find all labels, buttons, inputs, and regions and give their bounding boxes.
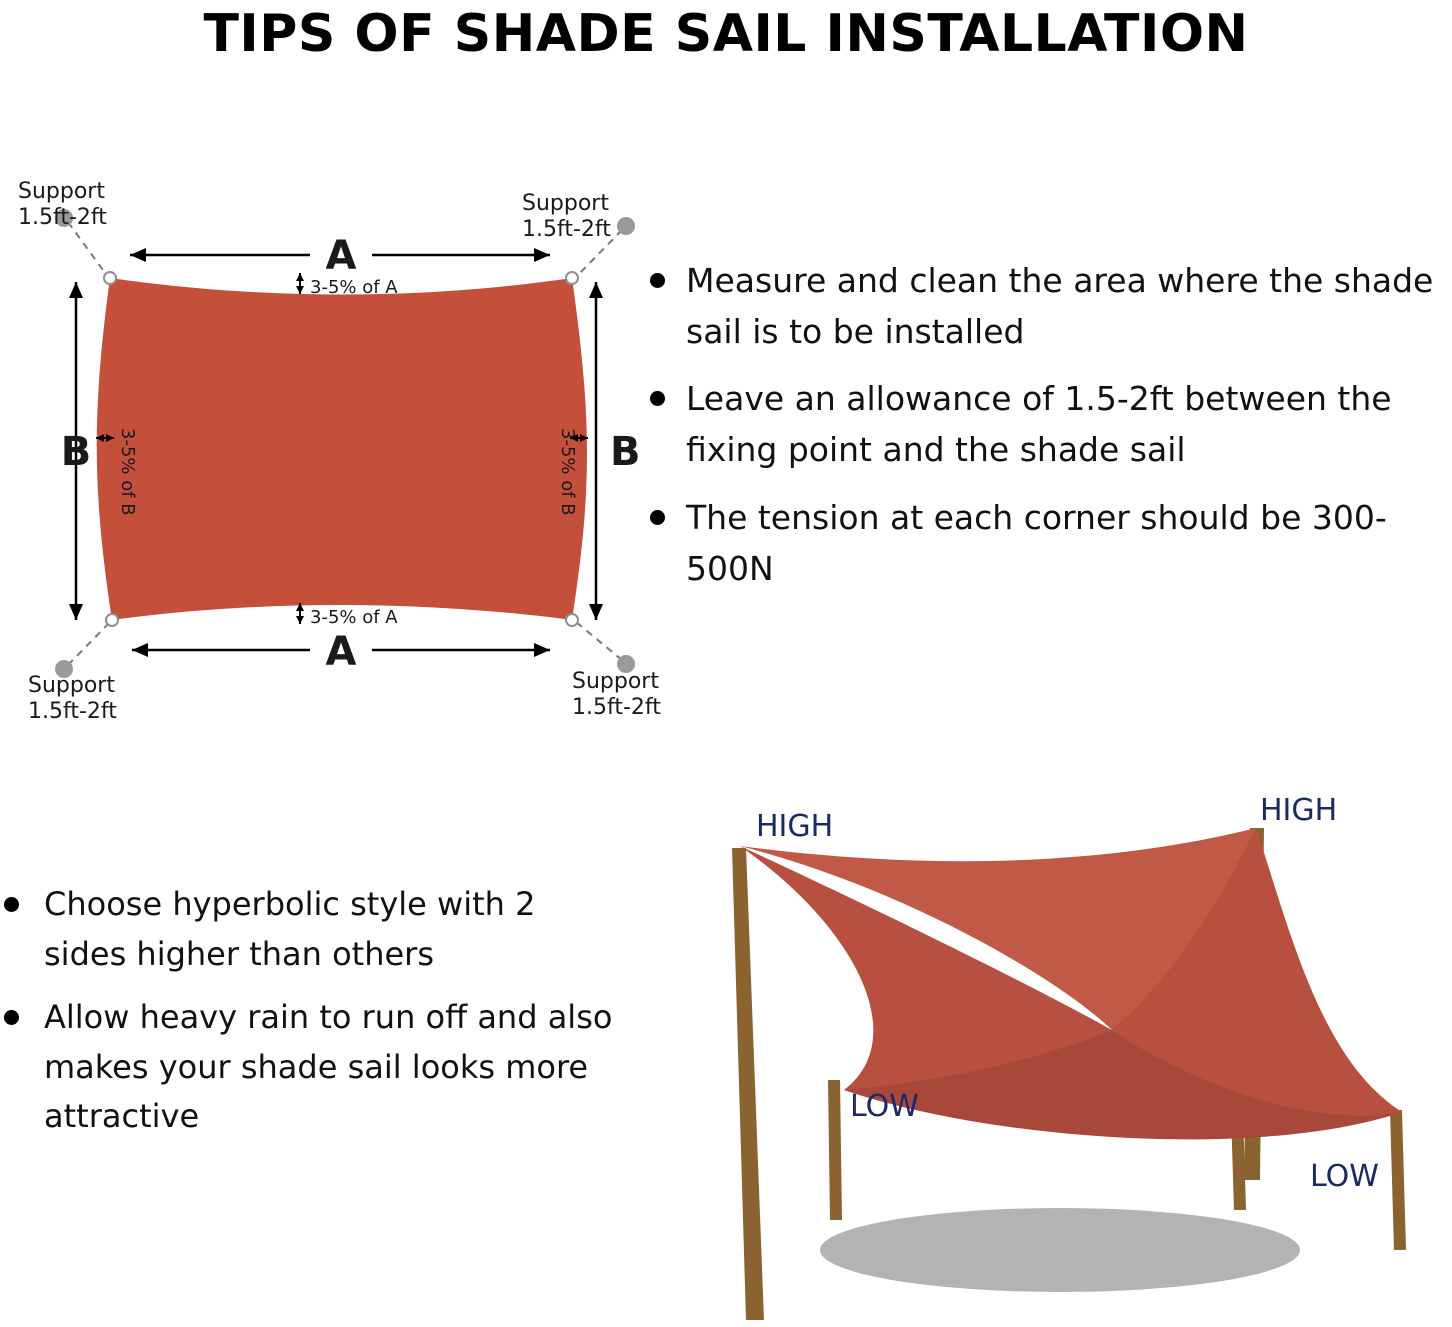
curve-label-top: 3-5% of A — [310, 277, 398, 298]
dimension-label-a-bottom: A — [325, 629, 357, 675]
curve-label-right: 3-5% of B — [557, 428, 578, 516]
list-item: Leave an allowance of 1.5-2ft between the fixing point and the shade sail — [640, 373, 1450, 475]
label-high-right: HIGH — [1260, 793, 1338, 828]
support-label-top-right-line2: 1.5ft-2ft — [522, 217, 611, 242]
support-label-bottom-left-line1: Support — [28, 673, 115, 698]
support-label-top-left-line2: 1.5ft-2ft — [18, 205, 107, 230]
list-item: The tension at each corner should be 300-500N — [640, 492, 1450, 594]
page-title: TIPS OF SHADE SAIL INSTALLATION — [203, 4, 1249, 64]
shade-sail-measurement-diagram — [10, 160, 670, 740]
bottom-tips-list — [0, 880, 620, 1156]
curve-label-bottom: 3-5% of A — [310, 607, 398, 628]
list-item: Allow heavy rain to run off and also makes your shade sail looks more attractive — [0, 993, 620, 1142]
support-label-bottom-right-line1: Support — [572, 669, 659, 694]
top-tips-list — [640, 255, 1450, 610]
support-label-bottom-left-line2: 1.5ft-2ft — [28, 699, 117, 724]
sail-shape — [97, 278, 587, 620]
dimension-label-b-right: B — [610, 429, 641, 475]
label-low-left: LOW — [850, 1089, 919, 1124]
dimension-label-b-left: B — [60, 429, 92, 475]
list-item: Measure and clean the area where the shade sail is to be installed — [640, 255, 1450, 357]
list-item: Choose hyperbolic style with 2 sides higher than others — [0, 880, 620, 979]
curve-label-left: 3-5% of B — [117, 428, 138, 516]
support-label-top-right-line1: Support — [522, 191, 609, 216]
label-low-right: LOW — [1310, 1159, 1379, 1194]
hyperbolic-shade-sail-diagram — [660, 780, 1450, 1320]
support-label-top-left-line1: Support — [18, 179, 105, 204]
dimension-label-a-top: A — [325, 233, 357, 279]
label-high-left: HIGH — [756, 809, 834, 844]
support-label-bottom-right-line2: 1.5ft-2ft — [572, 695, 661, 720]
